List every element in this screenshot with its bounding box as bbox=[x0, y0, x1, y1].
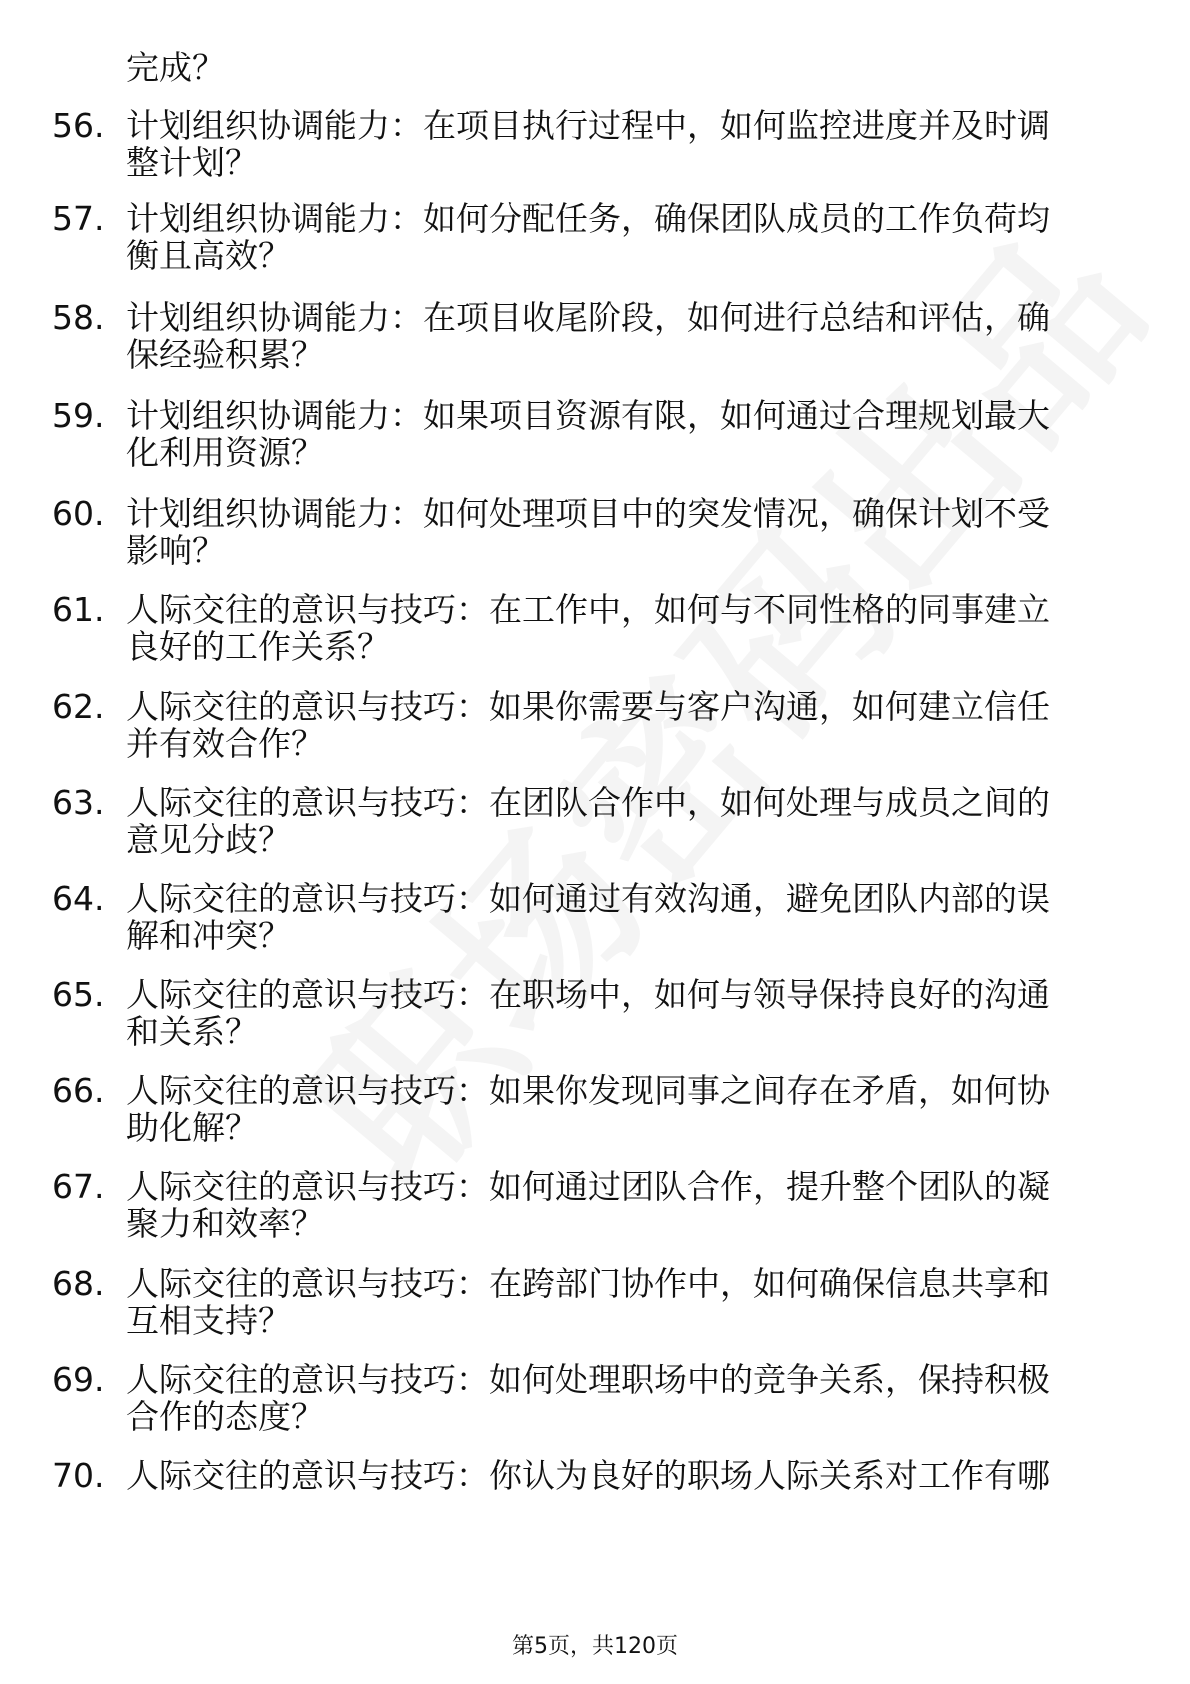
item-text-line2: 意见分歧？ bbox=[126, 820, 291, 859]
item-text-line1: 人际交往的意识与技巧：如何处理职场中的竞争关系，保持积极 bbox=[126, 1360, 1050, 1399]
item-number: 56. bbox=[52, 106, 105, 145]
item-number: 61. bbox=[52, 590, 105, 629]
item-text-line2: 聚力和效率？ bbox=[126, 1204, 324, 1243]
item-text-line2: 影响？ bbox=[126, 531, 225, 570]
page-footer: 第5页，共120页 bbox=[512, 1634, 678, 1659]
list-item-continuation bbox=[0, 528, 1190, 574]
item-number: 67. bbox=[52, 1167, 105, 1206]
list-item-continuation bbox=[0, 913, 1190, 959]
item-text-line1: 人际交往的意识与技巧：如何通过有效沟通，避免团队内部的误 bbox=[126, 879, 1050, 918]
item-text-line1: 人际交往的意识与技巧：如何通过团队合作，提升整个团队的凝 bbox=[126, 1167, 1050, 1206]
list-item-continuation bbox=[0, 721, 1190, 767]
item-text-line1: 人际交往的意识与技巧：在工作中，如何与不同性格的同事建立 bbox=[126, 590, 1050, 629]
item-text-line1: 人际交往的意识与技巧：在职场中，如何与领导保持良好的沟通 bbox=[126, 975, 1050, 1014]
item-number: 64. bbox=[52, 879, 105, 918]
item-text-line2: 良好的工作关系？ bbox=[126, 627, 390, 666]
list-item-continuation bbox=[0, 233, 1190, 279]
item-text-line1: 人际交往的意识与技巧：在跨部门协作中，如何确保信息共享和 bbox=[126, 1264, 1050, 1303]
item-number: 68. bbox=[52, 1264, 105, 1303]
list-item-continuation bbox=[0, 1298, 1190, 1344]
list-item-continuation bbox=[0, 1394, 1190, 1440]
item-number: 57. bbox=[52, 199, 105, 238]
item-number: 63. bbox=[52, 783, 105, 822]
item-text-line1: 人际交往的意识与技巧：如果你发现同事之间存在矛盾，如何协 bbox=[126, 1071, 1050, 1110]
item-number: 65. bbox=[52, 975, 105, 1014]
item-number: 60. bbox=[52, 494, 105, 533]
item-number: 58. bbox=[52, 298, 105, 337]
continuation-text: 完成？ bbox=[126, 48, 225, 87]
list-item-continuation bbox=[0, 430, 1190, 476]
item-text-line2: 合作的态度？ bbox=[126, 1397, 324, 1436]
list-item-continuation bbox=[0, 1105, 1190, 1151]
list-item-continuation bbox=[0, 817, 1190, 863]
item-text-line1: 计划组织协调能力：在项目收尾阶段，如何进行总结和评估，确 bbox=[126, 298, 1050, 337]
item-text-line2: 解和冲突？ bbox=[126, 916, 291, 955]
item-text-line1: 计划组织协调能力：如何分配任务，确保团队成员的工作负荷均 bbox=[126, 199, 1050, 238]
item-text-line2: 整计划？ bbox=[126, 143, 258, 182]
item-text-line1: 计划组织协调能力：如果项目资源有限，如何通过合理规划最大 bbox=[126, 396, 1050, 435]
item-text-line1: 人际交往的意识与技巧：如果你需要与客户沟通，如何建立信任 bbox=[126, 687, 1050, 726]
continuation-line bbox=[0, 45, 1190, 91]
item-number: 59. bbox=[52, 396, 105, 435]
item-text-line2: 助化解？ bbox=[126, 1108, 258, 1147]
item-number: 62. bbox=[52, 687, 105, 726]
item-text-line2: 衡且高效？ bbox=[126, 236, 291, 275]
list-item-continuation bbox=[0, 1009, 1190, 1055]
list-item-continuation bbox=[0, 332, 1190, 378]
item-number: 69. bbox=[52, 1360, 105, 1399]
item-text-line2: 保经验积累？ bbox=[126, 335, 324, 374]
item-text-line1: 计划组织协调能力：如何处理项目中的突发情况，确保计划不受 bbox=[126, 494, 1050, 533]
list-item bbox=[0, 1453, 1190, 1499]
item-text-line2: 化利用资源？ bbox=[126, 433, 324, 472]
item-text-line2: 和关系？ bbox=[126, 1012, 258, 1051]
list-item-continuation bbox=[0, 140, 1190, 186]
item-text-line1: 人际交往的意识与技巧：你认为良好的职场人际关系对工作有哪 bbox=[126, 1456, 1050, 1495]
item-number: 70. bbox=[52, 1456, 105, 1495]
list-item-continuation bbox=[0, 624, 1190, 670]
item-text-line2: 互相支持？ bbox=[126, 1301, 291, 1340]
item-text-line1: 人际交往的意识与技巧：在团队合作中，如何处理与成员之间的 bbox=[126, 783, 1050, 822]
item-number: 66. bbox=[52, 1071, 105, 1110]
item-text-line1: 计划组织协调能力：在项目执行过程中，如何监控进度并及时调 bbox=[126, 106, 1050, 145]
list-item-continuation bbox=[0, 1201, 1190, 1247]
item-text-line2: 并有效合作？ bbox=[126, 724, 324, 763]
